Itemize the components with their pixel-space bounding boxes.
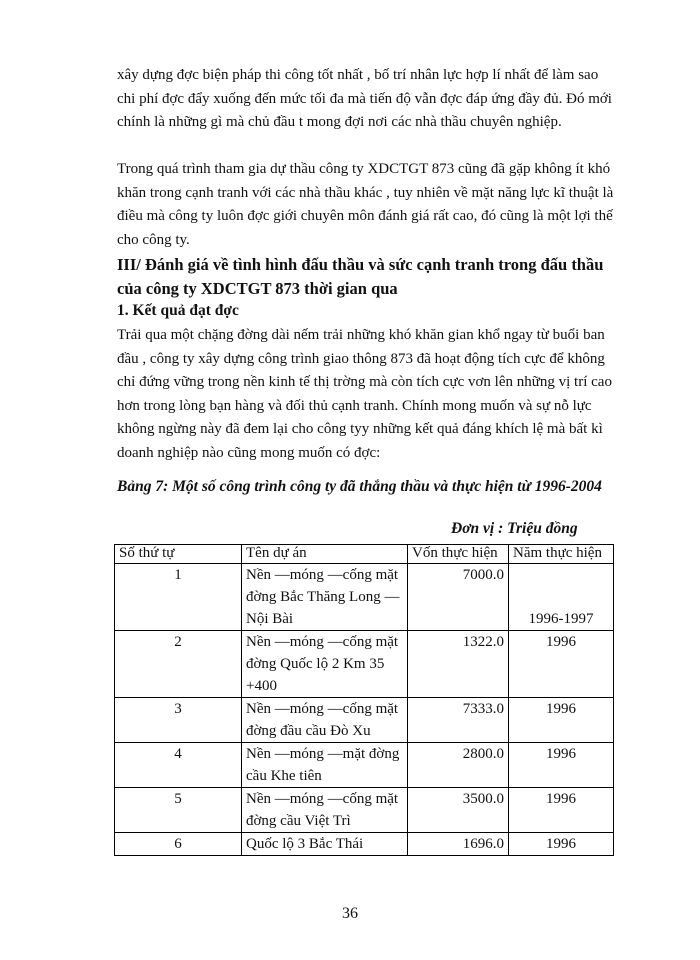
cell-stt: 2 <box>115 631 242 698</box>
cell-year: 1996 <box>509 743 614 788</box>
table-row <box>115 743 614 788</box>
cell-stt: 6 <box>115 833 242 856</box>
table-row <box>115 833 614 856</box>
table-caption: Bảng 7: Một số công trình công ty đã thắng thầu và thực hiện từ 1996-2004 <box>117 478 602 495</box>
paragraph-bidding-participation: Trong quá trình tham gia dự thầu công ty XDCTGT 873 cũng đã gặp không ít khó khăn trong cạnh tranh với các nhà thầu khác , tuy nhiên về mặt năng lực kĩ thuật là điều mà công ty luôn đợc giới chuyên môn đánh giá rất cao, đó cũng là một lợi thế cho công ty. <box>117 161 614 248</box>
cell-capital: 7333.0 <box>408 698 509 743</box>
cell-project-name: Nền —móng —cống mặt đờng đầu cầu Đò Xu <box>242 698 408 743</box>
table-unit: Đơn vị : Triệu đồng <box>451 520 578 537</box>
table-row <box>115 698 614 743</box>
cell-stt: 4 <box>115 743 242 788</box>
cell-year: 1996-1997 <box>509 564 614 631</box>
cell-year: 1996 <box>509 698 614 743</box>
cell-capital: 2800.0 <box>408 743 509 788</box>
table-header-row <box>115 545 614 564</box>
page-number: 36 <box>342 905 358 922</box>
cell-project-name: Nền —móng —mặt đờng cầu Khe tiên <box>242 743 408 788</box>
cell-project-name: Nền —móng —cống mặt đờng Quốc lộ 2 Km 35 +400 <box>242 631 408 698</box>
table-row <box>115 564 614 631</box>
cell-capital: 1322.0 <box>408 631 509 698</box>
header-project-name: Tên dự án <box>242 545 408 564</box>
table-row <box>115 631 614 698</box>
cell-stt: 1 <box>115 564 242 631</box>
cell-stt: 5 <box>115 788 242 833</box>
cell-capital: 7000.0 <box>408 564 509 631</box>
cell-project-name: Nền —móng —cống mặt đờng Bắc Thăng Long — Nội Bài <box>242 564 408 631</box>
table-row <box>115 788 614 833</box>
cell-year: 1996 <box>509 788 614 833</box>
subsection-heading: 1. Kết quả đạt đợc <box>117 302 239 319</box>
cell-year: 1996 <box>509 631 614 698</box>
section-heading: III/ Đánh giá về tình hình đấu thầu và sức cạnh tranh trong đấu thầu của công ty XDCTGT 873 thời gian qua <box>117 255 604 298</box>
cell-project-name: Nền —móng —cống mặt đờng cầu Việt Trì <box>242 788 408 833</box>
paragraph-results: Trải qua một chặng đờng dài nếm trải những khó khăn gian khổ ngay từ buổi ban đầu , công ty xây dựng công trình giao thông 873 đã hoạt động tích cực để không chỉ đứng vững trong nền kinh tế thị trờng mà còn tích cực vơn lên những vị trí cao hơn trong lòng bạn hàng và đối thủ cạnh tranh. Chính mong muốn và sự nỗ lực không ngừng này đã đem lại cho công tyy những kết quả đáng khích lệ mà bất kì doanh nghiệp nào cũng mong muốn có đợc: <box>117 327 612 461</box>
cell-year: 1996 <box>509 833 614 856</box>
header-capital: Vốn thực hiện <box>408 545 509 564</box>
header-stt: Số thứ tự <box>115 545 242 564</box>
header-year: Năm thực hiện <box>509 545 614 564</box>
cell-capital: 3500.0 <box>408 788 509 833</box>
projects-table <box>114 544 614 856</box>
cell-stt: 3 <box>115 698 242 743</box>
paragraph-intro: xây dựng đợc biện pháp thi công tốt nhất , bố trí nhân lực hợp lí nhất để làm sao chi phí đợc đẩy xuống đến mức tối đa mà tiến độ vẫn đợc đáp ứng đầy đủ. Đó mới chính là những gì mà chủ đầu t mong đợi nơi các nhà thầu chuyên nghiệp. <box>117 67 612 130</box>
cell-capital: 1696.0 <box>408 833 509 856</box>
cell-project-name: Quốc lộ 3 Bắc Thái <box>242 833 408 856</box>
